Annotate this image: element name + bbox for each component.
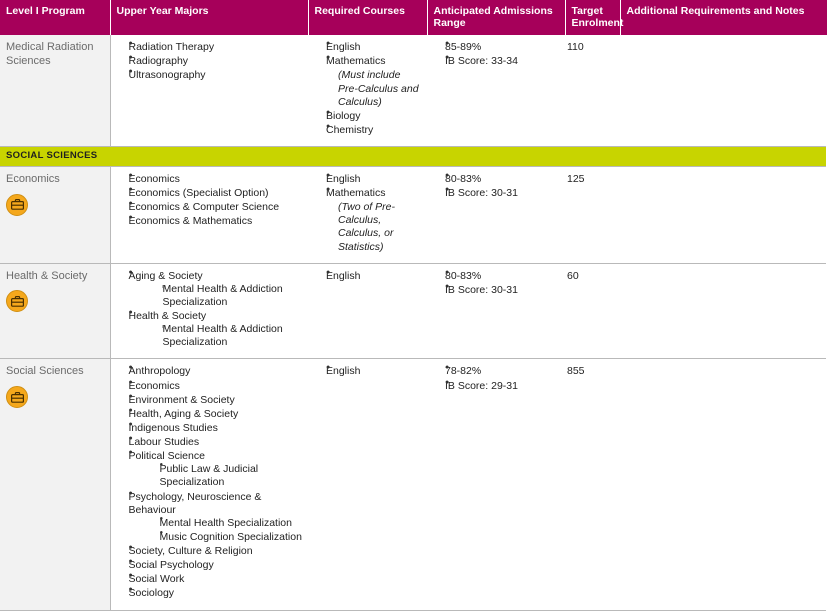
majors-sublist	[149, 463, 303, 489]
admissions-item	[433, 187, 559, 200]
majors-subitem-label: ○ Mental Health & Addiction Specialization	[163, 283, 303, 309]
admissions-item-label: ● IB Score: 33-34	[445, 55, 559, 68]
program-name: Health & Society	[6, 269, 88, 282]
admissions-item	[433, 173, 559, 186]
courses-item	[314, 270, 421, 283]
courses-list	[314, 41, 421, 137]
courses-item	[314, 173, 421, 186]
courses-item-label: ● Mathematics	[326, 187, 421, 200]
majors-item	[117, 587, 303, 600]
majors-item	[117, 365, 303, 378]
majors-item-label: ● Economics & Mathematics	[129, 215, 303, 228]
courses-note: (Must include Pre-Calculus and Calculus)	[338, 69, 419, 108]
admissions-range-cell	[427, 263, 565, 359]
briefcase-icon	[6, 194, 28, 216]
majors-item	[117, 573, 303, 586]
admissions-range-cell	[427, 166, 565, 263]
admissions-item-label: ● 80-83%	[445, 270, 559, 283]
table-row	[0, 35, 826, 146]
target-enrolment-cell: 60	[565, 263, 620, 359]
majors-item	[117, 173, 303, 186]
table-header-row	[0, 0, 826, 35]
majors-item	[117, 559, 303, 572]
majors-item-label: ● Environment & Society	[129, 394, 303, 407]
courses-list	[314, 173, 421, 254]
admissions-item-label: ● 85-89%	[445, 41, 559, 54]
majors-item	[117, 215, 303, 228]
table-row	[0, 359, 826, 610]
majors-sublist	[151, 323, 303, 349]
majors-item	[117, 69, 303, 82]
majors-subitem	[151, 283, 303, 309]
majors-item-label: ● Social Work	[129, 573, 303, 586]
upper-year-majors-cell	[110, 359, 308, 610]
table-row	[0, 263, 826, 359]
admissions-list	[433, 41, 559, 68]
admissions-list	[433, 173, 559, 200]
majors-item-label: ● Sociology	[129, 587, 303, 600]
required-courses-cell	[308, 166, 427, 263]
target-enrolment-cell: 125	[565, 166, 620, 263]
admissions-list	[433, 365, 559, 392]
program-name: Economics	[6, 172, 60, 185]
majors-item-label: ● Economics	[129, 173, 303, 186]
courses-item-label: ● English	[326, 173, 421, 186]
courses-item-label: ● English	[326, 270, 421, 283]
admissions-item	[433, 365, 559, 378]
col-required-courses: Required Courses	[308, 0, 427, 35]
majors-item-label: ● Social Psychology	[129, 559, 303, 572]
col-anticipated-admissions-range: Anticipated Admissions Range	[427, 0, 565, 35]
majors-item	[117, 41, 303, 54]
courses-list	[314, 270, 421, 283]
admissions-range-cell	[427, 35, 565, 146]
program-name-cell	[0, 263, 110, 359]
majors-item-label: ● Health & Society	[129, 310, 303, 323]
majors-item	[117, 270, 303, 309]
notes-cell	[620, 359, 826, 610]
courses-item-label: ● Chemistry	[326, 124, 421, 137]
majors-item	[117, 310, 303, 349]
majors-item	[117, 380, 303, 393]
majors-item-label: ● Economics (Specialist Option)	[129, 187, 303, 200]
majors-item	[117, 201, 303, 214]
target-enrolment-cell: 110	[565, 35, 620, 146]
majors-list	[117, 41, 303, 82]
notes-cell	[620, 35, 826, 146]
majors-item-label: ● Radiation Therapy	[129, 41, 303, 54]
admissions-item-label: ● 80-83%	[445, 173, 559, 186]
notes-cell	[620, 166, 826, 263]
col-level-i-program: Level I Program	[0, 0, 110, 35]
courses-item-label: ● Biology	[326, 110, 421, 123]
upper-year-majors-cell	[110, 166, 308, 263]
courses-item-label: ● Mathematics	[326, 55, 421, 68]
admissions-item	[433, 55, 559, 68]
majors-item-label: ● Economics & Computer Science	[129, 201, 303, 214]
majors-subitem	[149, 517, 303, 530]
majors-list	[117, 173, 303, 229]
program-name-cell	[0, 35, 110, 146]
admissions-item-label: ● IB Score: 30-31	[445, 284, 559, 297]
admissions-list	[433, 270, 559, 297]
majors-item-label: ● Anthropology	[129, 365, 303, 378]
col-target-enrolment: Target Enrolment	[565, 0, 620, 35]
majors-subitem	[149, 531, 303, 544]
majors-item	[117, 55, 303, 68]
courses-list	[314, 365, 421, 378]
majors-list	[117, 365, 303, 600]
majors-item	[117, 491, 303, 545]
table-header	[0, 0, 826, 35]
majors-item	[117, 450, 303, 489]
majors-subitem-label: ● Public Law & Judicial Specialization	[160, 463, 303, 489]
courses-item	[314, 187, 421, 254]
admissions-item-label: ● 78-82%	[445, 365, 559, 378]
majors-subitem	[151, 323, 303, 349]
majors-item	[117, 545, 303, 558]
majors-subitem-label: ● Music Cognition Specialization	[160, 531, 303, 544]
majors-item-label: ● Psychology, Neuroscience & Behaviour	[129, 491, 303, 517]
section-band-row	[0, 147, 826, 167]
majors-item-label: ● Aging & Society	[129, 270, 303, 283]
required-courses-cell	[308, 263, 427, 359]
admissions-item	[433, 270, 559, 283]
required-courses-cell	[308, 35, 427, 146]
courses-item	[314, 110, 421, 123]
admissions-item	[433, 284, 559, 297]
majors-item	[117, 394, 303, 407]
majors-item-label: ● Ultrasonography	[129, 69, 303, 82]
section-band-label: SOCIAL SCIENCES	[0, 147, 826, 167]
admissions-item	[433, 380, 559, 393]
majors-item-label: ● Indigenous Studies	[129, 422, 303, 435]
admissions-range-cell	[427, 359, 565, 610]
admissions-item-label: ● IB Score: 30-31	[445, 187, 559, 200]
col-additional-requirements-notes: Additional Requirements and Notes	[620, 0, 826, 35]
majors-item	[117, 436, 303, 449]
majors-item-label: ● Economics	[129, 380, 303, 393]
majors-item	[117, 408, 303, 421]
majors-subitem	[149, 463, 303, 489]
program-name: Social Sciences	[6, 365, 84, 378]
courses-item	[314, 41, 421, 54]
program-name-cell	[0, 166, 110, 263]
majors-item-label: ● Labour Studies	[129, 436, 303, 449]
majors-item	[117, 187, 303, 200]
program-name-cell	[0, 359, 110, 610]
majors-subitem-label: ● Mental Health Specialization	[160, 517, 303, 530]
table-body	[0, 35, 826, 610]
majors-sublist	[149, 517, 303, 544]
required-courses-cell	[308, 359, 427, 610]
majors-item-label: ● Health, Aging & Society	[129, 408, 303, 421]
majors-sublist	[151, 283, 303, 309]
admissions-item	[433, 41, 559, 54]
admissions-item-label: ● IB Score: 29-31	[445, 380, 559, 393]
majors-item	[117, 422, 303, 435]
program-name: Medical Radiation Sciences	[6, 41, 94, 67]
upper-year-majors-cell	[110, 263, 308, 359]
majors-item-label: ● Society, Culture & Religion	[129, 545, 303, 558]
briefcase-icon	[6, 386, 28, 408]
target-enrolment-cell: 855	[565, 359, 620, 610]
courses-note: (Two of Pre-Calculus, Calculus, or Statistics)	[338, 201, 395, 253]
notes-cell	[620, 263, 826, 359]
majors-item-label: ● Political Science	[129, 450, 303, 463]
col-upper-year-majors: Upper Year Majors	[110, 0, 308, 35]
courses-item	[314, 55, 421, 109]
upper-year-majors-cell	[110, 35, 308, 146]
briefcase-icon	[6, 290, 28, 312]
majors-item-label: ● Radiography	[129, 55, 303, 68]
majors-list	[117, 270, 303, 350]
courses-item-label: ● English	[326, 41, 421, 54]
courses-item-label: ● English	[326, 365, 421, 378]
courses-item	[314, 124, 421, 137]
majors-subitem-label: ○ Mental Health & Addiction Specialization	[163, 323, 303, 349]
table-row	[0, 166, 826, 263]
courses-item	[314, 365, 421, 378]
